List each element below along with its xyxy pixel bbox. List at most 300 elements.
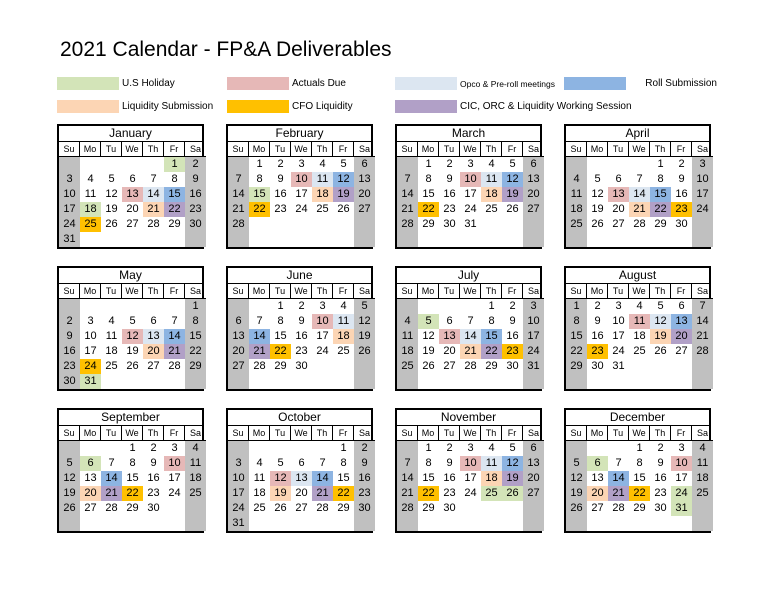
day-cell: 5 [108, 173, 115, 185]
empty-cell [397, 374, 418, 389]
day-cell: 24 [464, 487, 477, 499]
day-cell: 20 [126, 203, 139, 215]
day-cell: 11 [481, 456, 502, 471]
empty-cell [101, 374, 122, 389]
day-cell: 10 [612, 315, 625, 327]
day-cell: 2 [277, 158, 284, 170]
day-cell: 13 [143, 329, 164, 344]
day-cell: 17 [59, 202, 80, 217]
empty-cell [185, 232, 206, 247]
day-cell: 19 [270, 486, 291, 501]
day-cell: 27 [354, 202, 375, 217]
day-cell: 9 [678, 173, 685, 185]
day-cell: 8 [657, 173, 664, 185]
empty-cell [164, 374, 185, 389]
day-cell: 27 [84, 502, 97, 514]
day-cell: 22 [629, 486, 650, 501]
day-cell: 22 [185, 344, 206, 359]
day-cell: 5 [129, 315, 136, 327]
empty-cell [228, 232, 249, 247]
day-cell: 26 [591, 218, 604, 230]
day-cell: 28 [464, 360, 477, 372]
day-cell: 27 [295, 502, 308, 514]
day-cell: 22 [418, 486, 439, 501]
day-cell: 25 [692, 486, 713, 501]
day-cell: 25 [105, 360, 118, 372]
legend-label: Opco & Pre-roll meetings [460, 78, 555, 89]
day-cell: 30 [654, 502, 667, 514]
day-cell: 23 [502, 344, 523, 359]
empty-cell [692, 232, 713, 247]
empty-cell [587, 232, 608, 247]
empty-cell [59, 299, 80, 314]
day-cell: 19 [422, 345, 435, 357]
month-title: May [57, 266, 204, 284]
weekday-header: Mo [587, 142, 608, 157]
empty-cell [80, 516, 101, 531]
day-cell: 24 [59, 217, 80, 232]
weekday-header: Sa [185, 142, 206, 157]
legend-item-liquidity [57, 99, 213, 114]
weekday-header: Tu [270, 426, 291, 441]
day-cell: 24 [295, 203, 308, 215]
day-cell: 28 [612, 502, 625, 514]
day-cell: 26 [59, 501, 80, 516]
day-cell: 8 [277, 315, 284, 327]
empty-cell [270, 516, 291, 531]
day-cell: 28 [147, 218, 160, 230]
empty-cell [354, 359, 375, 374]
day-cell: 14 [312, 471, 333, 486]
day-cell: 28 [397, 501, 418, 516]
weekday-header: Th [312, 284, 333, 299]
empty-cell [587, 516, 608, 531]
empty-cell [481, 217, 502, 232]
empty-cell [333, 516, 354, 531]
day-cell: 14 [692, 314, 713, 329]
day-cell: 29 [654, 218, 667, 230]
weekday-header: We [291, 426, 312, 441]
empty-cell [312, 232, 333, 247]
empty-cell [249, 299, 270, 314]
day-cell: 21 [692, 329, 713, 344]
weekday-header: Tu [608, 142, 629, 157]
empty-cell [397, 299, 418, 314]
weekday-header: Mo [80, 426, 101, 441]
weekday-header: Tu [608, 426, 629, 441]
empty-cell [523, 217, 544, 232]
day-cell: 29 [168, 218, 181, 230]
weekday-header: Mo [418, 284, 439, 299]
empty-cell [228, 157, 249, 172]
day-cell: 7 [171, 315, 178, 327]
day-cell: 21 [608, 486, 629, 501]
month-may [57, 266, 204, 391]
empty-cell [692, 359, 713, 374]
day-cell: 26 [566, 501, 587, 516]
day-cell: 13 [591, 472, 604, 484]
empty-cell [101, 516, 122, 531]
empty-cell [460, 501, 481, 516]
empty-cell [460, 374, 481, 389]
day-cell: 24 [168, 487, 181, 499]
day-cell: 8 [636, 457, 643, 469]
empty-cell [101, 157, 122, 172]
month-february [226, 124, 373, 249]
day-cell: 29 [566, 359, 587, 374]
day-cell: 3 [87, 315, 94, 327]
empty-cell [101, 232, 122, 247]
empty-cell [333, 232, 354, 247]
day-cell: 26 [126, 360, 139, 372]
day-cell: 25 [316, 203, 329, 215]
weekday-header: Fr [502, 426, 523, 441]
day-cell: 30 [443, 218, 456, 230]
month-grid [226, 426, 373, 533]
day-cell: 6 [228, 314, 249, 329]
month-june [226, 266, 373, 391]
day-cell: 3 [467, 158, 474, 170]
day-cell: 27 [443, 360, 456, 372]
day-cell: 24 [316, 345, 329, 357]
day-cell: 7 [319, 457, 326, 469]
day-cell: 30 [591, 360, 604, 372]
month-title: March [395, 124, 542, 142]
day-cell: 22 [481, 344, 502, 359]
day-cell: 28 [316, 502, 329, 514]
day-cell: 17 [523, 329, 544, 344]
day-cell: 9 [150, 457, 157, 469]
day-cell: 9 [446, 173, 453, 185]
day-cell: 30 [443, 502, 456, 514]
weekday-header: Su [59, 142, 80, 157]
empty-cell [228, 441, 249, 456]
day-cell: 3 [523, 299, 544, 314]
weekday-header: Fr [333, 284, 354, 299]
day-cell: 7 [150, 173, 157, 185]
day-cell: 21 [312, 486, 333, 501]
day-cell: 7 [256, 315, 263, 327]
day-cell: 14 [397, 471, 418, 486]
month-grid [564, 426, 711, 533]
day-cell: 1 [657, 158, 664, 170]
empty-cell [164, 501, 185, 516]
empty-cell [143, 374, 164, 389]
day-cell: 12 [650, 314, 671, 329]
empty-cell [587, 157, 608, 172]
legend-label: Roll Submission [645, 78, 717, 89]
day-cell: 8 [340, 457, 347, 469]
day-cell: 23 [147, 487, 160, 499]
day-cell: 21 [249, 344, 270, 359]
empty-cell [164, 232, 185, 247]
empty-cell [122, 516, 143, 531]
month-title: November [395, 408, 542, 426]
day-cell: 22 [122, 486, 143, 501]
day-cell: 1 [566, 299, 587, 314]
legend-swatch [57, 100, 119, 113]
empty-cell [502, 232, 523, 247]
empty-cell [671, 516, 692, 531]
day-cell: 10 [671, 456, 692, 471]
day-cell: 26 [422, 360, 435, 372]
day-cell: 14 [460, 329, 481, 344]
empty-cell [291, 441, 312, 456]
month-grid [395, 426, 542, 533]
day-cell: 15 [164, 187, 185, 202]
weekday-header: Mo [80, 142, 101, 157]
day-cell: 29 [126, 502, 139, 514]
weekday-header: Tu [439, 426, 460, 441]
month-january [57, 124, 204, 249]
day-cell: 26 [654, 345, 667, 357]
day-cell: 1 [256, 158, 263, 170]
day-cell: 27 [523, 486, 544, 501]
empty-cell [185, 501, 206, 516]
empty-cell [333, 217, 354, 232]
day-cell: 19 [59, 486, 80, 501]
day-cell: 4 [340, 300, 347, 312]
month-title: September [57, 408, 204, 426]
day-cell: 29 [274, 360, 287, 372]
month-april [564, 124, 711, 249]
weekday-header: Tu [439, 284, 460, 299]
weekday-header: Sa [692, 426, 713, 441]
day-cell: 9 [185, 172, 206, 187]
month-grid [57, 426, 204, 533]
weekday-header: Su [397, 142, 418, 157]
empty-cell [692, 516, 713, 531]
weekday-header: Mo [418, 426, 439, 441]
day-cell: 15 [126, 472, 139, 484]
day-cell: 8 [171, 173, 178, 185]
empty-cell [502, 217, 523, 232]
day-cell: 18 [105, 345, 118, 357]
day-cell: 11 [105, 330, 118, 342]
legend-item-cfo [227, 99, 353, 114]
day-cell: 19 [566, 486, 587, 501]
day-cell: 5 [509, 442, 516, 454]
weekday-header: Mo [249, 142, 270, 157]
empty-cell [566, 232, 587, 247]
day-cell: 18 [397, 344, 418, 359]
empty-cell [650, 516, 671, 531]
empty-cell [354, 374, 375, 389]
day-cell: 25 [337, 345, 350, 357]
day-cell: 3 [298, 158, 305, 170]
weekday-header: We [629, 284, 650, 299]
empty-cell [629, 516, 650, 531]
day-cell: 4 [488, 442, 495, 454]
day-cell: 9 [446, 457, 453, 469]
day-cell: 9 [59, 329, 80, 344]
day-cell: 10 [84, 330, 97, 342]
day-cell: 3 [678, 442, 685, 454]
day-cell: 28 [228, 217, 249, 232]
day-cell: 4 [636, 300, 643, 312]
weekday-header: Mo [418, 142, 439, 157]
day-cell: 17 [84, 345, 97, 357]
day-cell: 28 [105, 502, 118, 514]
day-cell: 4 [488, 158, 495, 170]
day-cell: 17 [612, 330, 625, 342]
day-cell: 31 [523, 359, 544, 374]
day-cell: 4 [397, 314, 418, 329]
day-cell: 23 [587, 344, 608, 359]
day-cell: 11 [629, 314, 650, 329]
day-cell: 30 [59, 374, 80, 389]
day-cell: 17 [168, 472, 181, 484]
day-cell: 5 [340, 158, 347, 170]
day-cell: 10 [59, 187, 80, 202]
day-cell: 19 [105, 203, 118, 215]
empty-cell [439, 299, 460, 314]
empty-cell [312, 217, 333, 232]
day-cell: 12 [354, 314, 375, 329]
day-cell: 21 [629, 202, 650, 217]
legend-item-actuals [227, 76, 346, 91]
empty-cell [439, 516, 460, 531]
day-cell: 23 [354, 486, 375, 501]
day-cell: 12 [591, 188, 604, 200]
month-title: January [57, 124, 204, 142]
day-cell: 15 [249, 187, 270, 202]
day-cell: 13 [523, 172, 544, 187]
day-cell: 24 [692, 202, 713, 217]
empty-cell [692, 217, 713, 232]
day-cell: 17 [464, 472, 477, 484]
day-cell: 11 [692, 456, 713, 471]
empty-cell [249, 232, 270, 247]
day-cell: 9 [594, 315, 601, 327]
day-cell: 16 [274, 188, 287, 200]
weekday-header: Tu [608, 284, 629, 299]
day-cell: 23 [59, 359, 80, 374]
weekday-header: Mo [249, 426, 270, 441]
weekday-header: We [291, 142, 312, 157]
day-cell: 8 [185, 314, 206, 329]
day-cell: 21 [228, 202, 249, 217]
legend [57, 76, 717, 118]
day-cell: 7 [636, 173, 643, 185]
day-cell: 10 [164, 456, 185, 471]
month-grid [395, 284, 542, 391]
day-cell: 30 [675, 218, 688, 230]
empty-cell [185, 516, 206, 531]
day-cell: 15 [337, 472, 350, 484]
day-cell: 26 [105, 218, 118, 230]
day-cell: 29 [422, 218, 435, 230]
day-cell: 4 [566, 172, 587, 187]
weekday-header: We [460, 142, 481, 157]
day-cell: 30 [295, 360, 308, 372]
empty-cell [291, 217, 312, 232]
day-cell: 8 [425, 457, 432, 469]
empty-cell [312, 359, 333, 374]
day-cell: 4 [185, 441, 206, 456]
day-cell: 22 [270, 344, 291, 359]
day-cell: 14 [164, 329, 185, 344]
weekday-header: We [122, 142, 143, 157]
day-cell: 19 [333, 187, 354, 202]
month-title: July [395, 266, 542, 284]
day-cell: 9 [657, 457, 664, 469]
day-cell: 20 [354, 187, 375, 202]
empty-cell [629, 157, 650, 172]
empty-cell [397, 516, 418, 531]
weekday-header: Fr [671, 426, 692, 441]
empty-cell [312, 441, 333, 456]
day-cell: 13 [671, 314, 692, 329]
day-cell: 12 [502, 172, 523, 187]
day-cell: 19 [591, 203, 604, 215]
day-cell: 17 [228, 486, 249, 501]
day-cell: 20 [523, 187, 544, 202]
weekday-header: Sa [692, 284, 713, 299]
weekday-header: Su [228, 426, 249, 441]
empty-cell [291, 232, 312, 247]
day-cell: 1 [129, 442, 136, 454]
day-cell: 18 [253, 487, 266, 499]
day-cell: 15 [633, 472, 646, 484]
empty-cell [671, 374, 692, 389]
empty-cell [249, 217, 270, 232]
day-cell: 12 [59, 471, 80, 486]
day-cell: 6 [678, 300, 685, 312]
day-cell: 16 [185, 187, 206, 202]
day-cell: 26 [337, 203, 350, 215]
empty-cell [523, 501, 544, 516]
empty-cell [185, 374, 206, 389]
day-cell: 4 [256, 457, 263, 469]
day-cell: 20 [523, 471, 544, 486]
day-cell: 10 [228, 471, 249, 486]
day-cell: 18 [80, 202, 101, 217]
empty-cell [439, 232, 460, 247]
day-cell: 24 [523, 344, 544, 359]
weekday-header: We [460, 284, 481, 299]
day-cell: 30 [185, 217, 206, 232]
day-cell: 29 [185, 359, 206, 374]
day-cell: 25 [633, 345, 646, 357]
day-cell: 2 [594, 300, 601, 312]
month-title: February [226, 124, 373, 142]
day-cell: 1 [277, 300, 284, 312]
day-cell: 8 [256, 173, 263, 185]
legend-item-cic [395, 99, 632, 114]
empty-cell [418, 232, 439, 247]
month-october [226, 408, 373, 533]
day-cell: 5 [277, 457, 284, 469]
empty-cell [523, 374, 544, 389]
day-cell: 7 [615, 457, 622, 469]
weekday-header: Sa [354, 426, 375, 441]
day-cell: 16 [675, 188, 688, 200]
legend-item-holiday [57, 76, 175, 91]
day-cell: 30 [354, 501, 375, 516]
empty-cell [481, 516, 502, 531]
day-cell: 2 [185, 157, 206, 172]
empty-cell [418, 516, 439, 531]
empty-cell [249, 516, 270, 531]
empty-cell [671, 232, 692, 247]
day-cell: 21 [143, 202, 164, 217]
weekday-header: Tu [101, 426, 122, 441]
empty-cell [80, 299, 101, 314]
day-cell: 5 [509, 158, 516, 170]
day-cell: 17 [692, 187, 713, 202]
month-grid [226, 284, 373, 391]
